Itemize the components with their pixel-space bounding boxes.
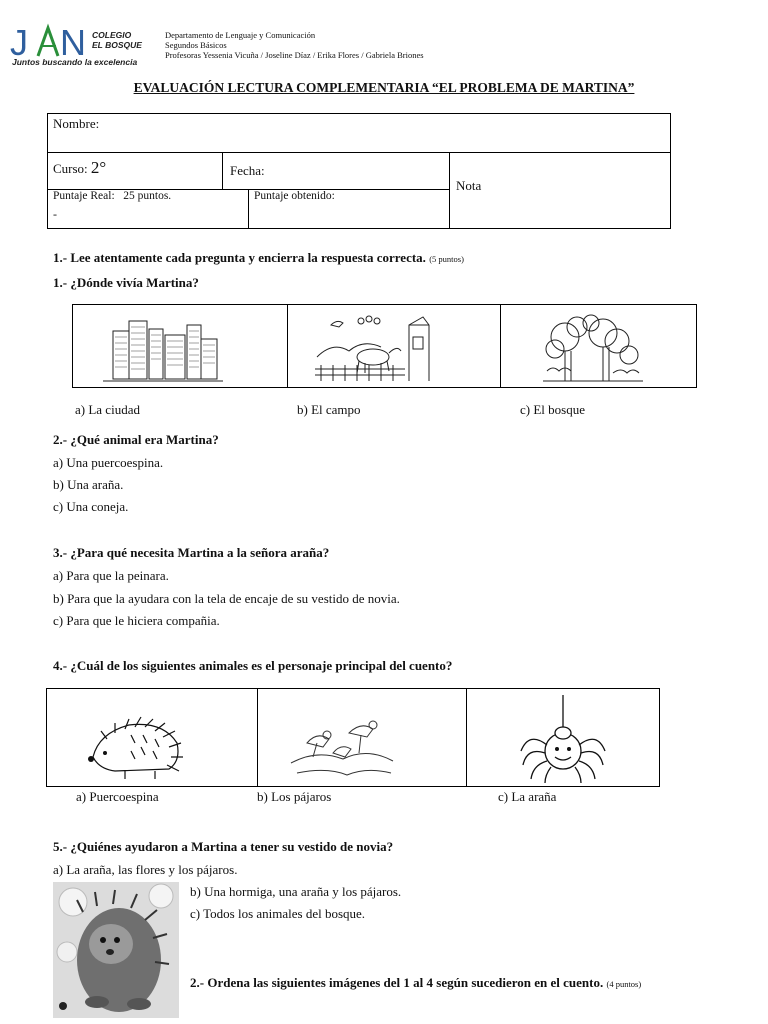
teachers-text: Profesoras Yessenia Vicuña / Joseline Díaz / Erika Flores / Gabriela Briones [165, 50, 424, 60]
svg-text:N: N [60, 22, 86, 62]
q3-text: 3.- ¿Para qué necesita Martina a la señora araña? [53, 545, 330, 560]
q4-image-table [46, 688, 660, 787]
birds-icon[interactable] [287, 713, 397, 779]
q1-text: 1.- ¿Dónde vivía Martina? [53, 275, 199, 290]
q3-option-c[interactable]: c) Para que le hiciera compañia. [53, 613, 220, 628]
q2-option-c[interactable]: c) Una coneja. [53, 499, 129, 514]
q4-option-a[interactable]: a) Puercoespina [76, 789, 159, 804]
q3-option-b[interactable]: b) Para que la ayudara con la tela de encaje de su vestido de novia. [53, 591, 400, 606]
section1-heading [53, 250, 464, 266]
level-text: Segundos Básicos [165, 40, 227, 50]
q5-option-c[interactable]: c) Todos los animales del bosque. [190, 906, 366, 921]
info-table [47, 113, 671, 229]
jan-logo-icon [10, 22, 92, 62]
q4-option-c[interactable]: c) La araña [498, 789, 557, 804]
q1-image-table [72, 304, 697, 388]
q1-option-a[interactable]: a) La ciudad [75, 402, 140, 417]
page-title: EVALUACIÓN LECTURA COMPLEMENTARIA “EL PROBLEMA DE MARTINA” [133, 80, 635, 95]
hedgehog-icon[interactable] [85, 713, 185, 783]
real-score [53, 190, 171, 202]
course-field[interactable] [53, 158, 106, 178]
section1-heading-text: 1.- Lee atentamente cada pregunta y encierra la respuesta correcta. [53, 250, 426, 265]
course-value: 2° [90, 158, 107, 177]
q1-option-c[interactable]: c) El bosque [520, 402, 585, 417]
q5-option-b[interactable]: b) Una hormiga, una araña y los pájaros. [190, 884, 402, 899]
q2-option-b[interactable]: b) Una araña. [53, 477, 124, 492]
section1-points: (5 puntos) [429, 254, 464, 264]
q2-option-a[interactable]: a) Una puercoespina. [53, 455, 164, 470]
hedgehog-photo-icon [53, 882, 179, 1018]
q4-option-b[interactable]: b) Los pájaros [257, 789, 332, 804]
school-name-line2: EL BOSQUE [92, 40, 142, 50]
forest-icon[interactable] [543, 311, 643, 385]
grade-field[interactable]: Nota [456, 178, 482, 193]
department-text: Departamento de Lenguaje y Comunicación [165, 30, 316, 40]
q3-option-a[interactable]: a) Para que la peinara. [53, 568, 169, 583]
q1-option-b[interactable]: b) El campo [297, 402, 361, 417]
q4-text: 4.- ¿Cuál de los siguientes animales es el personaje principal del cuento? [53, 658, 453, 673]
q5-text: 5.- ¿Quiénes ayudaron a Martina a tener su vestido de novia? [53, 839, 394, 854]
spider-icon[interactable] [515, 695, 611, 783]
section2-heading-text: 2.- Ordena las siguientes imágenes del 1 al 4 según sucedieron en el cuento. [190, 975, 604, 990]
svg-text:J: J [10, 22, 28, 62]
q2-text: 2.- ¿Qué animal era Martina? [53, 432, 219, 447]
header-info [165, 30, 424, 60]
score-dash: - [53, 207, 57, 221]
section2-heading [190, 975, 641, 991]
section2-points: (4 puntos) [606, 979, 642, 989]
real-score-label: Puntaje Real: [53, 190, 115, 202]
name-field[interactable]: Nombre: [53, 116, 100, 131]
course-label: Curso: [53, 161, 88, 176]
obtained-score-field[interactable]: Puntaje obtenido: [254, 190, 335, 202]
q5-option-a[interactable]: a) La araña, las flores y los pájaros. [53, 862, 238, 877]
city-icon[interactable] [103, 311, 223, 385]
farm-icon[interactable] [313, 311, 433, 385]
school-name-line1: COLEGIO [92, 30, 132, 40]
date-field[interactable]: Fecha: [230, 163, 265, 178]
real-score-value: 25 puntos. [123, 190, 172, 202]
school-motto: Juntos buscando la excelencia [12, 57, 138, 67]
